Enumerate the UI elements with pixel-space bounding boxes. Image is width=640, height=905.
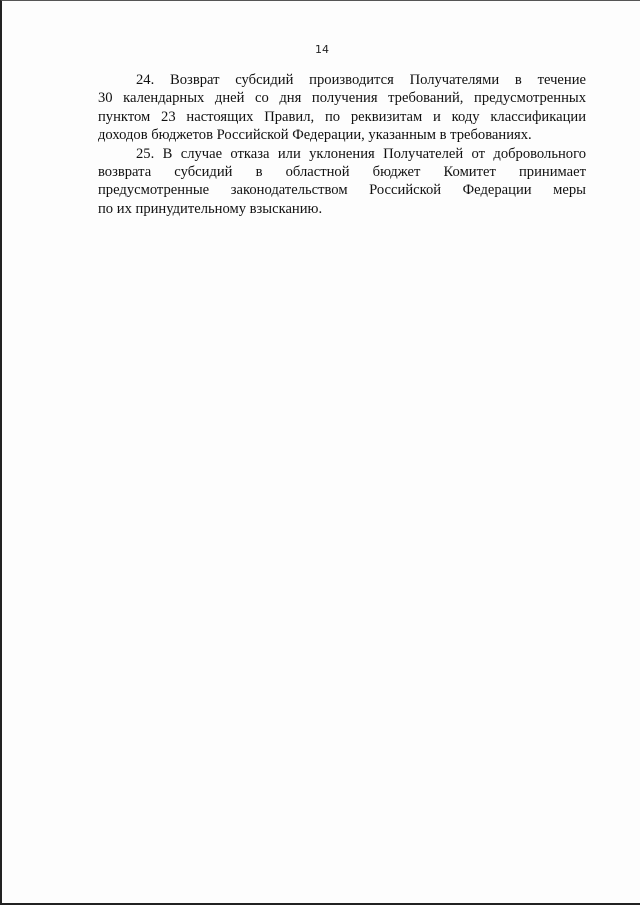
paragraph-line: 30 календарных дней со дня получения требований, предусмотренных xyxy=(98,90,586,107)
document-body xyxy=(98,71,586,218)
paragraph-25 xyxy=(98,145,586,219)
page-number: 14 xyxy=(315,43,329,56)
paragraph-line: возврата субсидий в областной бюджет Комитет принимает xyxy=(98,164,586,181)
paragraph-24 xyxy=(98,71,586,145)
paragraph-line: 24. Возврат субсидий производится Получателями в течение xyxy=(136,72,586,88)
paragraph-line: по их принудительному взысканию. xyxy=(98,200,323,217)
paragraph-line: 25. В случае отказа или уклонения Получателей от добровольного xyxy=(136,145,586,162)
paragraph-line: доходов бюджетов Российской Федерации, указанным в требованиях. xyxy=(98,127,532,144)
paragraph-line: предусмотренные законодательством Российской Федерации меры xyxy=(98,182,586,199)
paragraph-line: пунктом 23 настоящих Правил, по реквизитам и коду классификации xyxy=(98,108,586,125)
